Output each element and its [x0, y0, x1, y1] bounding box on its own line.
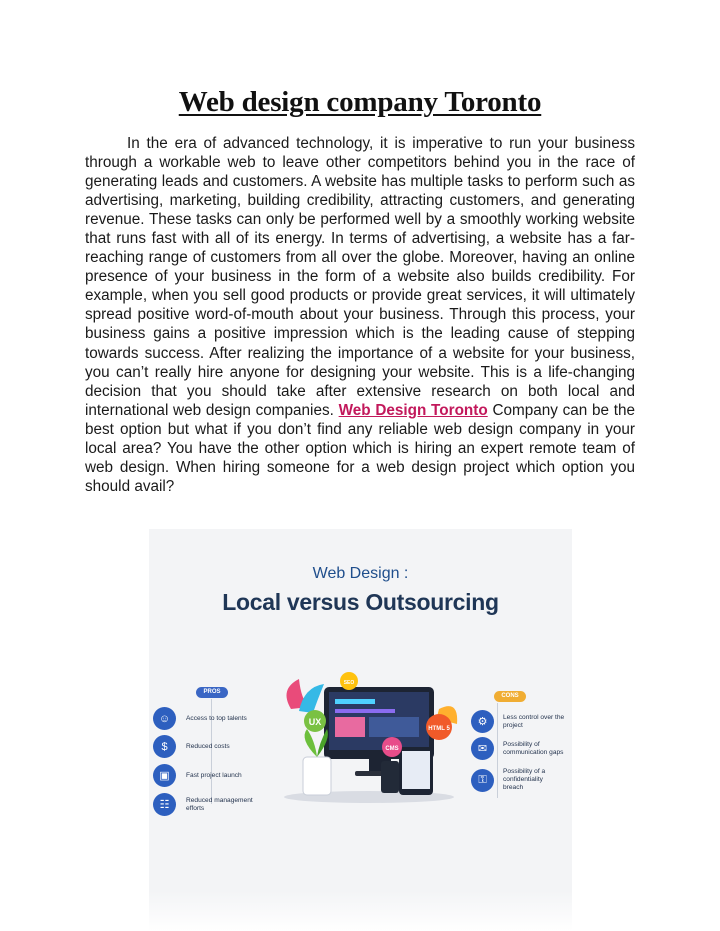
- body-paragraph: [85, 134, 635, 496]
- cons-item-label: Possibility of communication gaps: [503, 740, 564, 756]
- pros-item-label: Fast project launch: [186, 771, 242, 779]
- cons-item-label: Possibility of a confidentiality breach: [503, 768, 546, 791]
- cons-item-2: [471, 737, 572, 760]
- pros-item-label: Reduced management efforts: [186, 796, 253, 812]
- pros-item-1: [153, 707, 276, 730]
- page-title: Web design company Toronto: [178, 86, 542, 118]
- cons-badge: CONS: [494, 691, 526, 702]
- pros-item-label: Reduced costs: [186, 742, 230, 750]
- team-icon: ☷: [153, 793, 176, 816]
- screen-bar: [335, 709, 395, 713]
- pros-item-3: [153, 764, 276, 787]
- tablet-screen: [402, 751, 430, 789]
- infographic-heading: Local versus Outsourcing: [222, 589, 499, 615]
- people-icon: ☺: [153, 707, 176, 730]
- piggy-bank-icon: $: [153, 735, 176, 758]
- html5-badge-label: HTML 5: [428, 726, 450, 732]
- pros-item-label: Access to top talents: [186, 714, 247, 722]
- pros-item-2: [153, 735, 276, 758]
- infographic-subtitle: Web Design :: [312, 565, 409, 582]
- lock-icon: ⚿: [471, 769, 494, 792]
- infographic-image: [149, 529, 572, 891]
- screen-block: [335, 717, 365, 737]
- control-icon: ⚙: [471, 710, 494, 733]
- cons-item-1: [471, 710, 565, 733]
- cms-badge-label: CMS: [385, 746, 399, 752]
- image-bottom-fade: [149, 891, 572, 931]
- chat-icon: ✉: [471, 737, 494, 760]
- devices-illustration: [269, 669, 469, 804]
- ux-badge-label: UX: [308, 717, 322, 727]
- plant-pot: [303, 757, 331, 795]
- seo-badge-label: SEO: [343, 680, 355, 686]
- web-design-toronto-link[interactable]: Web Design Toronto: [338, 401, 488, 419]
- paragraph-text-before-link: In the era of advanced technology, it is imperative to run your business through a workable web to leave other competitors behind you in the race of generating leads and customers. A website has multiple tasks to perform such as advertising, marketing, building credibility, attracting customers, and generating revenue. These tasks can only be performed well by a smoothly working website that runs fast with all of its energy. In terms of advertising, a website has a far-reaching range of customers from all over the globe. Moreover, having an online presence of your business in the form of a website also builds credibility. For example, when you sell good products or provide great services, it will ultimately spread positive word-of-mouth about your business. Through this process, your business gains a positive impression which is the leading cause of stepping towards success. After realizing the importance of a website for your business, you can’t really hire anyone for designing your website. This is a life-changing decision that you should take after extensive research on both local and international web design companies.: [85, 135, 635, 419]
- screen-bar: [335, 699, 375, 704]
- pros-badge: PROS: [196, 687, 228, 698]
- pros-item-4: [153, 793, 266, 816]
- cons-item-label: Less control over the project: [503, 713, 565, 729]
- paragraph-text-after-link: Company can be the best option but what if you don’t find any reliable web design company in your local area? You have the other option which is hiring an expert remote team of web design. When hiring someone for a web design project which option you should avail?: [85, 401, 636, 495]
- cube-icon: ▣: [153, 764, 176, 787]
- cons-item-3: [471, 768, 555, 792]
- plant-leaf: [305, 729, 317, 757]
- phone: [381, 761, 399, 793]
- screen-block: [369, 717, 419, 737]
